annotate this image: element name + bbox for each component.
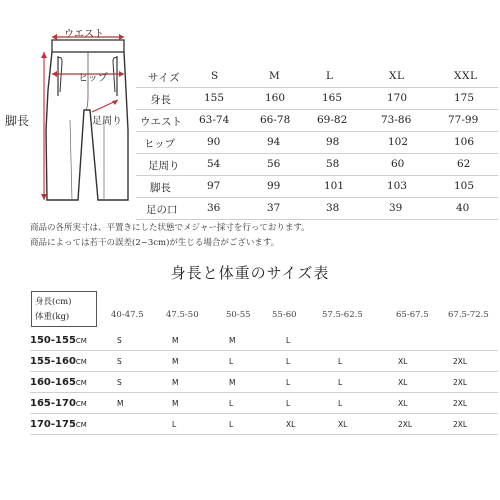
size-cell: S bbox=[117, 378, 122, 387]
size-cell: XL bbox=[398, 378, 408, 387]
table-cell: 38 bbox=[326, 202, 340, 214]
height-value: 150-155 bbox=[30, 335, 76, 346]
table-cell: 36 bbox=[207, 202, 221, 214]
size-cell: XL bbox=[398, 357, 408, 366]
height-unit: CM bbox=[75, 400, 87, 408]
size-cell: 2XL bbox=[453, 378, 468, 387]
size-cell: L bbox=[229, 357, 234, 366]
size-cell: L bbox=[229, 420, 234, 429]
axis-label-box bbox=[31, 291, 97, 327]
height-label bbox=[30, 398, 87, 409]
size-row-thigh bbox=[136, 154, 498, 176]
leg-opening-label: 足周り bbox=[92, 116, 122, 127]
height-unit: CM bbox=[75, 337, 87, 345]
table-cell: 106 bbox=[454, 136, 475, 148]
height-axis-label: 身長(cm) bbox=[35, 297, 72, 307]
size-cell: M bbox=[172, 399, 179, 408]
table-cell: 90 bbox=[207, 136, 221, 148]
weight-range: 47.5-50 bbox=[166, 310, 199, 320]
size-row-waist bbox=[136, 110, 498, 132]
table-cell: 98 bbox=[326, 136, 340, 148]
header-cell: サイズ bbox=[148, 72, 181, 84]
chart-title: 身長と体重のサイズ表 bbox=[170, 264, 330, 282]
table-row bbox=[30, 331, 498, 351]
size-cell: L bbox=[229, 399, 234, 408]
table-cell: 101 bbox=[324, 180, 345, 192]
table-cell: 94 bbox=[267, 136, 281, 148]
table-cell: 155 bbox=[204, 92, 225, 104]
table-row bbox=[30, 352, 498, 372]
header-cell: XL bbox=[389, 70, 405, 82]
table-cell: 66-78 bbox=[260, 114, 291, 126]
table-cell: 37 bbox=[267, 202, 281, 214]
size-cell: S bbox=[117, 336, 122, 345]
height-value: 160-165 bbox=[30, 377, 76, 388]
table-cell: 39 bbox=[389, 202, 403, 214]
table-cell: 103 bbox=[387, 180, 408, 192]
size-cell: 2XL bbox=[398, 420, 413, 429]
height-label bbox=[30, 419, 87, 430]
size-cell: L bbox=[286, 357, 291, 366]
weight-range: 40-47.5 bbox=[111, 310, 144, 320]
height-label bbox=[30, 335, 87, 346]
header-cell: L bbox=[326, 70, 334, 82]
weight-range: 57.5-62.5 bbox=[322, 310, 363, 320]
table-cell: 58 bbox=[326, 158, 340, 170]
table-cell: 97 bbox=[207, 180, 221, 192]
hip-label: ヒップ bbox=[78, 73, 108, 84]
weight-range: 55-60 bbox=[272, 310, 297, 320]
size-row-hem bbox=[136, 198, 498, 220]
size-cell: M bbox=[229, 378, 236, 387]
table-row bbox=[30, 415, 498, 435]
table-row bbox=[30, 373, 498, 393]
row-label: 身長 bbox=[150, 94, 171, 106]
size-cell: XL bbox=[286, 420, 296, 429]
size-row-hip bbox=[136, 132, 498, 154]
height-value: 165-170 bbox=[30, 398, 76, 409]
height-unit: CM bbox=[75, 421, 87, 429]
pants-diagram bbox=[0, 0, 140, 225]
height-value: 155-160 bbox=[30, 356, 76, 367]
table-cell: 40 bbox=[456, 202, 470, 214]
table-cell: 60 bbox=[391, 158, 405, 170]
height-unit: CM bbox=[75, 358, 87, 366]
weight-range: 67.5-72.5 bbox=[448, 310, 489, 320]
size-table bbox=[136, 66, 498, 220]
table-cell: 73-86 bbox=[381, 114, 412, 126]
height-unit: CM bbox=[75, 379, 87, 387]
height-value: 170-175 bbox=[30, 419, 76, 430]
table-cell: 99 bbox=[267, 180, 281, 192]
tolerance-note: 商品によっては若干の誤差(2~3cm)が生じる場合がございます。 bbox=[30, 238, 280, 248]
table-cell: 62 bbox=[457, 158, 471, 170]
weight-axis-label: 体重(kg) bbox=[35, 312, 70, 322]
table-cell: 175 bbox=[454, 92, 475, 104]
table-cell: 69-82 bbox=[317, 114, 348, 126]
size-cell: 2XL bbox=[453, 357, 468, 366]
table-cell: 165 bbox=[322, 92, 343, 104]
header-cell: M bbox=[269, 70, 281, 82]
size-cell: L bbox=[338, 378, 343, 387]
measurement-note: 商品の各所実寸は、平置きにした状態でメジャー採寸を行っております。 bbox=[30, 223, 310, 233]
table-cell: 63-74 bbox=[199, 114, 230, 126]
size-table-header bbox=[136, 66, 498, 88]
size-cell: M bbox=[229, 336, 236, 345]
height-label bbox=[30, 356, 87, 367]
table-cell: 56 bbox=[267, 158, 281, 170]
size-cell: XL bbox=[338, 420, 348, 429]
weight-range: 50-55 bbox=[226, 310, 251, 320]
size-cell: L bbox=[338, 399, 343, 408]
height-label bbox=[30, 377, 87, 388]
size-cell: 2XL bbox=[453, 399, 468, 408]
weight-range: 65-67.5 bbox=[396, 310, 429, 320]
size-row-inseam bbox=[136, 176, 498, 198]
table-row bbox=[30, 394, 498, 414]
size-cell: M bbox=[172, 336, 179, 345]
row-label: ウエスト bbox=[140, 116, 182, 128]
row-label: ヒップ bbox=[144, 138, 176, 150]
size-cell: L bbox=[286, 399, 291, 408]
size-cell: M bbox=[172, 357, 179, 366]
header-cell: XXL bbox=[454, 70, 478, 82]
table-cell: 105 bbox=[454, 180, 475, 192]
header-cell: S bbox=[211, 70, 219, 82]
waist-label: ウエスト bbox=[64, 29, 104, 40]
table-cell: 102 bbox=[388, 136, 409, 148]
table-cell: 77-99 bbox=[448, 114, 479, 126]
size-cell: L bbox=[172, 420, 177, 429]
row-label: 足周り bbox=[148, 160, 180, 172]
size-cell: L bbox=[338, 357, 343, 366]
inseam-label: 脚長 bbox=[5, 114, 30, 128]
table-cell: 54 bbox=[207, 158, 221, 170]
row-label: 脚長 bbox=[150, 182, 171, 194]
table-cell: 170 bbox=[387, 92, 408, 104]
size-cell: L bbox=[286, 336, 291, 345]
row-label: 足の口 bbox=[146, 204, 178, 216]
size-cell: M bbox=[117, 399, 124, 408]
size-cell: XL bbox=[398, 399, 408, 408]
size-cell: L bbox=[286, 378, 291, 387]
size-cell: M bbox=[172, 378, 179, 387]
size-cell: S bbox=[117, 357, 122, 366]
size-cell: 2XL bbox=[453, 420, 468, 429]
table-cell: 160 bbox=[265, 92, 286, 104]
size-row-height bbox=[136, 88, 498, 110]
